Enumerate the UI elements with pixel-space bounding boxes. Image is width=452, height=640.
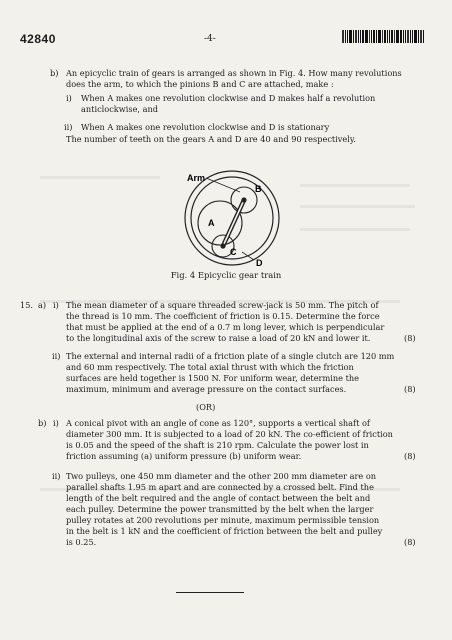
barcode-bar [414,30,417,43]
question-text: does the arm, to which the pinions B and C are attached, make : [66,79,334,89]
sub-question-text: and 60 mm respectively. The total axial thrust with which the friction [66,362,354,372]
barcode-bar [403,30,404,43]
sub-question-text: the thread is 10 mm. The coefficient of friction is 0.15. Determine the force [66,311,380,321]
barcode-bar [382,30,383,43]
barcode-bar [353,30,354,43]
sub-question-text: is 0.05 and the speed of the shaft is 210 rpm. Calculate the power lost in [66,440,369,450]
show-through-line [300,184,410,187]
sub-question-text: to the longitudinal axis of the screw to raise a load of 20 kN and lower it. [66,333,371,343]
barcode-bar [355,30,357,43]
barcode-bar [347,30,348,43]
page-number: -4- [204,34,216,44]
sub-question-text: length of the belt required and the angle of contact between the belt and [66,493,371,503]
sub-question-text: When A makes one revolution clockwise and D makes half a revolution [81,93,376,103]
sub-question-text: parallel shafts 1.95 m apart and are connected by a crossed belt. Find the [66,482,374,492]
barcode-icon [342,30,430,43]
barcode-bar [423,30,424,43]
barcode-bar [365,30,368,43]
sub-question-label: ii) [52,471,61,481]
figure-label-d: D [256,258,263,268]
sub-question-text: Two pulleys, one 450 mm diameter and the other 200 mm diameter are on [66,471,377,481]
marks: (8) [404,384,416,394]
sub-question-label: ii) [64,122,73,132]
figure-caption: Fig. 4 Epicyclic gear train [170,270,282,280]
barcode-bar [371,30,372,43]
sub-question-label: i) [53,300,59,310]
barcode-bar [405,30,406,43]
barcode-bar [418,30,419,43]
question-paper-code: 42840 [20,32,56,46]
question-label: b) [50,68,59,78]
barcode-bar [389,30,390,43]
marks: (8) [404,537,416,547]
sub-question-text: surfaces are held together is 1500 N. For uniform wear, determine the [66,373,359,383]
show-through-line [300,228,410,231]
sub-question-text: The external and internal radii of a friction plate of a single clutch are 120 mm [66,351,395,361]
barcode-bar [362,30,364,43]
question-label: a) [38,300,47,310]
barcode-bar [396,30,399,43]
figure-label-c: C [230,247,237,257]
question-label: b) [38,418,47,428]
barcode-bar [412,30,413,43]
or-separator: (OR) [196,402,216,412]
barcode-bar [369,30,370,43]
sub-question-text: maximum, minimum and average pressure on the contact surfaces. [66,384,347,394]
barcode-bar [400,30,402,43]
barcode-bar [410,30,411,43]
sub-question-label: i) [66,93,72,103]
sub-question-text: The mean diameter of a square threaded screw-jack is 50 mm. The pitch of [66,300,379,310]
sub-question-text: A conical pivot with an angle of cone as 120°, supports a vertical shaft of [66,418,370,428]
sub-question-text: each pulley. Determine the power transmitted by the belt when the larger [66,504,374,514]
sub-question-label: ii) [52,351,61,361]
sub-question-text: friction assuming (a) uniform pressure (b) uniform wear. [66,451,302,461]
sub-question-text: diameter 300 mm. It is subjected to a load of 20 kN. The co-efficient of friction [66,429,393,439]
barcode-bar [358,30,359,43]
figure-label-a: A [208,218,215,228]
marks: (8) [404,333,416,343]
barcode-bar [384,30,386,43]
epicyclic-gear-figure [150,170,310,275]
barcode-bar [391,30,393,43]
barcode-bar [342,30,344,43]
sub-question-label: i) [53,418,59,428]
barcode-bar [376,30,377,43]
barcode-bar [349,30,352,43]
end-rule [176,592,244,593]
barcode-bar [420,30,422,43]
barcode-bar [387,30,388,43]
sub-question-text: When A makes one revolution clockwise and D is stationary [81,122,330,132]
sub-question-text: pulley rotates at 200 revolutions per minute, maximum permissible tension [66,515,380,525]
figure-label-b: B [255,184,262,194]
question-text: An epicyclic train of gears is arranged as shown in Fig. 4. How many revolutions [66,68,402,78]
barcode-bar [360,30,361,43]
sub-question-text: that must be applied at the end of a 0.7 m long lever, which is perpendicular [66,322,385,332]
question-number: 15. [20,300,34,310]
barcode-bar [407,30,409,43]
barcode-bar [378,30,381,43]
show-through-line [300,205,415,208]
sub-question-text: in the belt is 1 kN and the coefficient of friction between the belt and pulley [66,526,383,536]
barcode-bar [394,30,395,43]
barcode-bar [373,30,375,43]
marks: (8) [404,451,416,461]
show-through-line [40,176,160,179]
sub-question-text: is 0.25. [66,537,97,547]
sub-question-text: anticlockwise, and [81,104,159,114]
barcode-bar [345,30,346,43]
sub-question-text: The number of teeth on the gears A and D are 40 and 90 respectively. [66,134,357,144]
figure-label-arm: Arm [187,173,206,183]
